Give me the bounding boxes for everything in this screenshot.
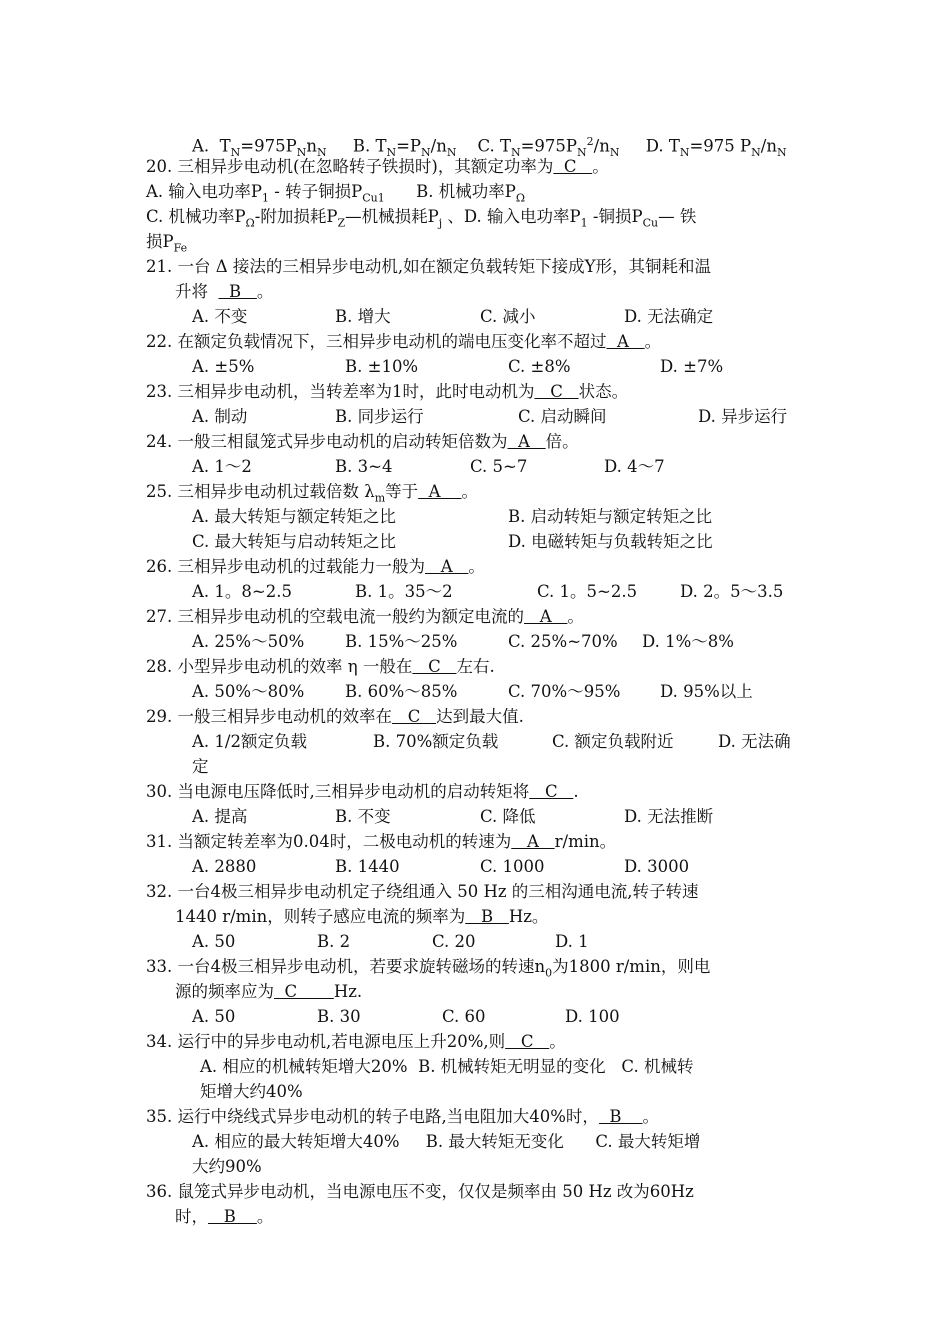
q19-option-c-text2: /n: [593, 136, 610, 156]
q31-option-c: C. 1000: [480, 857, 545, 876]
q33-stem-text3: 源的频率应为: [175, 982, 274, 1001]
q23-option-d: D. 异步运行: [698, 407, 788, 426]
q23-option-a: A. 制动: [192, 407, 248, 426]
subscript: Ω: [515, 191, 526, 205]
q26-option-c: C. 1。5~2.5: [537, 582, 638, 601]
q24-answer: A: [507, 432, 546, 451]
q29-answer: C: [392, 707, 437, 726]
q28-option-d: D. 95%以上: [660, 682, 753, 701]
q28-stem-text: 28. 小型异步电动机的效率 η 一般在: [146, 657, 413, 676]
q30-option-b: B. 不变: [335, 807, 391, 826]
q19-option-d: D. T: [645, 136, 680, 156]
q26-stem-text: 26. 三相异步电动机的过载能力一般为: [146, 557, 425, 576]
q35-answer: B: [598, 1107, 643, 1126]
q22-stem-text: 22. 在额定负载情况下，三相异步电动机的端电压变化率不超过: [146, 332, 607, 351]
q35-stem-text: 35. 运行中绕线式异步电动机的转子电路,当电阻加大40%时，: [146, 1107, 599, 1126]
q33-option-d: D. 100: [565, 1007, 620, 1026]
q20-option-a-text: - 转子铜损P: [269, 182, 363, 201]
q22-answer: A: [606, 332, 645, 351]
q35-end: 。: [642, 1107, 660, 1126]
q29-stem: [146, 704, 524, 729]
q24-stem: [146, 429, 579, 454]
q21-stem: 21. 一台 Δ 接法的三相异步电动机,如在额定负载转矩下接成Y形，其铜耗和温: [146, 257, 712, 276]
q26-option-d: D. 2。5～3.5: [680, 582, 784, 601]
q22-stem: [146, 329, 661, 354]
q19-option-a-n: n: [306, 136, 317, 156]
q22-option-b: B. ±10%: [345, 357, 419, 376]
q33-option-b: B. 30: [317, 1007, 361, 1026]
superscript: 2: [586, 135, 594, 148]
q19-option-d-text2: /n: [760, 136, 777, 156]
q34-end: 。: [549, 1032, 566, 1051]
q27-end: 。: [567, 607, 584, 626]
q34-stem-text: 34. 运行中的异步电动机,若电源电压上升20%,则: [146, 1032, 506, 1051]
q20-option-d-text2: — 铁: [658, 207, 697, 226]
q26-option-a: A. 1。8~2.5: [192, 582, 292, 601]
q25-end: 。: [461, 482, 479, 501]
subscript: 0: [545, 966, 553, 980]
q31-option-d: D. 3000: [624, 857, 690, 876]
q33-option-a: A. 50: [192, 1007, 236, 1026]
q20-end: 。: [592, 157, 609, 176]
q21-option-b: B. 增大: [335, 307, 391, 326]
q33-end: Hz.: [333, 982, 363, 1001]
q32-stem-text: 1440 r/min，则转子感应电流的频率为: [175, 907, 466, 926]
q25-option-c: C. 最大转矩与启动转矩之比: [192, 532, 397, 551]
q21-end: 。: [256, 282, 274, 301]
subscript: Z: [337, 216, 346, 230]
subscript: N: [776, 145, 787, 159]
subscript: 1: [262, 191, 270, 205]
q19-option-b: B. T: [352, 136, 387, 156]
q34-answer: C: [505, 1032, 550, 1051]
q33-stem-text2: 为1800 r/min，则电: [552, 957, 711, 976]
q36-answer: B: [208, 1207, 257, 1226]
q20-option-c: C. 机械功率P: [146, 207, 246, 226]
subscript: N: [421, 145, 431, 159]
q22-end: 。: [644, 332, 662, 351]
subscript: j: [438, 216, 443, 230]
q20-option-a: A. 输入电功率P: [146, 182, 263, 201]
q31-answer: A: [511, 832, 555, 851]
q30-stem-text: 30. 当电源电压降低时,三相异步电动机的启动转矩将: [146, 782, 530, 801]
q33-stem-text: 33. 一台4极三相异步电动机，若要求旋转磁场的转速n: [146, 957, 546, 976]
q19-option-a: A. T: [192, 136, 231, 156]
q26-answer: A: [425, 557, 469, 576]
subscript: N: [230, 145, 241, 159]
q19-option-b-text: =P: [396, 136, 422, 156]
q32-option-d: D. 1: [555, 932, 589, 951]
q29-option-d-wrap: 定: [192, 757, 209, 776]
q24-option-d: D. 4～7: [604, 457, 665, 476]
q33-stem-2: [175, 979, 362, 1004]
q33-option-c: C. 60: [442, 1007, 486, 1026]
q24-end: 倍。: [545, 432, 579, 451]
q34-options: A. 相应的机械转矩增大20% B. 机械转矩无明显的变化 C. 机械转: [200, 1057, 694, 1076]
q29-end: 达到最大值.: [436, 707, 524, 726]
q19-option-b-text2: /n: [430, 136, 447, 156]
q19-option-d-text: =975 P: [689, 136, 752, 156]
subscript: Ω: [245, 216, 255, 230]
q29-option-d: D. 无法确: [718, 732, 791, 751]
subscript: N: [296, 145, 307, 159]
q20-option-c-text2: —机械损耗P: [345, 207, 439, 226]
q32-end: Hz。: [508, 907, 549, 926]
q28-option-c: C. 70%～95%: [508, 682, 621, 701]
q30-end: .: [573, 782, 579, 801]
q31-option-b: B. 1440: [335, 857, 400, 876]
subscript: N: [316, 145, 327, 159]
q20-option-d-tail-text: 损P: [146, 232, 174, 251]
q31-end: r/min。: [554, 832, 617, 851]
q23-stem: [146, 379, 628, 404]
q35-options: A. 相应的最大转矩增大40% B. 最大转矩无变化 C. 最大转矩增: [192, 1132, 701, 1151]
q30-option-c: C. 降低: [480, 807, 536, 826]
q19-option-c: C. T: [477, 136, 511, 156]
q20-option-c-text: -附加损耗P: [254, 207, 338, 226]
q19-option-a-text: =975P: [240, 136, 297, 156]
q31-stem-text: 31. 当额定转差率为0.04时，二极电动机的转速为: [146, 832, 512, 851]
q22-option-d: D. ±7%: [660, 357, 724, 376]
q31-stem: [146, 829, 616, 854]
q23-option-b: B. 同步运行: [335, 407, 424, 426]
q24-option-b: B. 3~4: [335, 457, 393, 476]
q34-stem: [146, 1029, 566, 1054]
q29-option-a: A. 1/2额定负载: [192, 732, 307, 751]
q31-option-a: A. 2880: [192, 857, 257, 876]
q32-option-a: A. 50: [192, 932, 236, 951]
q24-option-c: C. 5~7: [470, 457, 528, 476]
q25-option-d: D. 电磁转矩与负载转矩之比: [508, 532, 713, 551]
q32-option-c: C. 20: [432, 932, 476, 951]
q26-end: 。: [468, 557, 485, 576]
q34-options-wrap: 矩增大约40%: [200, 1082, 303, 1101]
q36-stem: 36. 鼠笼式异步电动机，当电源电压不变，仅仅是频率由 50 Hz 改为60Hz: [146, 1182, 694, 1201]
q28-option-a: A. 50%～80%: [192, 682, 305, 701]
q23-stem-text: 23. 三相异步电动机，当转差率为1时，此时电动机为: [146, 382, 535, 401]
q23-answer: C: [534, 382, 579, 401]
q20-stem-text: 20. 三相异步电动机(在忽略转子铁损时)，其额定功率为: [146, 157, 554, 176]
q30-stem: [146, 779, 579, 804]
q22-option-a: A. ±5%: [192, 357, 255, 376]
q29-stem-text: 29. 一般三相异步电动机的效率在: [146, 707, 392, 726]
q20-stem: [146, 154, 609, 179]
q20-option-d: 、D. 输入电功率P: [442, 207, 581, 226]
q36-end: 。: [256, 1207, 274, 1226]
q36-stem-text: 时，: [175, 1207, 208, 1226]
q24-option-a: A. 1～2: [192, 457, 252, 476]
subscript: Fe: [173, 241, 188, 255]
q28-option-b: B. 60%～85%: [345, 682, 458, 701]
subscript: N: [510, 145, 521, 159]
q28-stem: [146, 654, 495, 679]
q21-option-c: C. 减小: [480, 307, 536, 326]
q30-option-d: D. 无法推断: [624, 807, 714, 826]
q23-option-c: C. 启动瞬间: [518, 407, 607, 426]
q25-answer: A: [418, 482, 462, 501]
q29-option-c: C. 额定负载附近: [552, 732, 674, 751]
q27-stem: [146, 604, 584, 629]
q32-stem-2: [175, 904, 548, 929]
subscript: N: [446, 145, 457, 159]
q20-option-d-text: -铜损P: [587, 207, 643, 226]
subscript: N: [577, 145, 587, 159]
subscript: N: [679, 145, 690, 159]
q21-stem-text: 升将: [175, 282, 219, 301]
q32-stem: 32. 一台4极三相异步电动机定子绕组通入 50 Hz 的三相沟通电流,转子转速: [146, 882, 699, 901]
subscript: N: [609, 145, 620, 159]
subscript: N: [386, 145, 397, 159]
q27-option-b: B. 15%～25%: [345, 632, 458, 651]
q22-option-c: C. ±8%: [508, 357, 571, 376]
q26-stem: [146, 554, 485, 579]
q27-option-a: A. 25%～50%: [192, 632, 305, 651]
q35-stem: [146, 1104, 659, 1129]
q24-stem-text: 24. 一般三相鼠笼式异步电动机的启动转矩倍数为: [146, 432, 508, 451]
q25-option-a: A. 最大转矩与额定转矩之比: [192, 507, 396, 526]
q28-end: 左右.: [456, 657, 495, 676]
q25-stem-text2: 等于: [385, 482, 419, 501]
q21-option-a: A. 不变: [192, 307, 248, 326]
q32-option-b: B. 2: [317, 932, 351, 951]
q30-answer: C: [529, 782, 574, 801]
q27-option-c: C. 25%~70%: [508, 632, 618, 651]
q28-answer: C: [412, 657, 457, 676]
q19-option-c-text: =975P: [520, 136, 578, 156]
q26-option-b: B. 1。35～2: [355, 582, 453, 601]
q21-option-d: D. 无法确定: [624, 307, 714, 326]
q21-stem-2: [175, 279, 273, 304]
q29-option-b: B. 70%额定负载: [373, 732, 499, 751]
q21-answer: B: [218, 282, 257, 301]
q27-answer: A: [524, 607, 568, 626]
q35-options-wrap: 大约90%: [192, 1157, 262, 1176]
q25-option-b: B. 启动转矩与额定转矩之比: [508, 507, 713, 526]
q20-option-b: B. 机械功率P: [416, 182, 516, 201]
q23-end: 状态。: [578, 382, 629, 401]
q20-options-cd: [146, 204, 696, 235]
q25-stem-text: 25. 三相异步电动机过载倍数 λ: [146, 482, 375, 501]
q27-stem-text: 27. 三相异步电动机的空载电流一般约为额定电流的: [146, 607, 524, 626]
q20-answer: C: [553, 157, 593, 176]
subscript: m: [374, 491, 386, 505]
q30-option-a: A. 提高: [192, 807, 248, 826]
subscript: 1: [580, 216, 588, 230]
q33-answer: C: [274, 982, 334, 1001]
subscript: Cu1: [362, 191, 385, 205]
q32-answer: B: [465, 907, 509, 926]
subscript: N: [751, 145, 761, 159]
q36-stem-2: [175, 1204, 273, 1229]
q27-option-d: D. 1%～8%: [642, 632, 734, 651]
subscript: Cu: [642, 216, 659, 230]
